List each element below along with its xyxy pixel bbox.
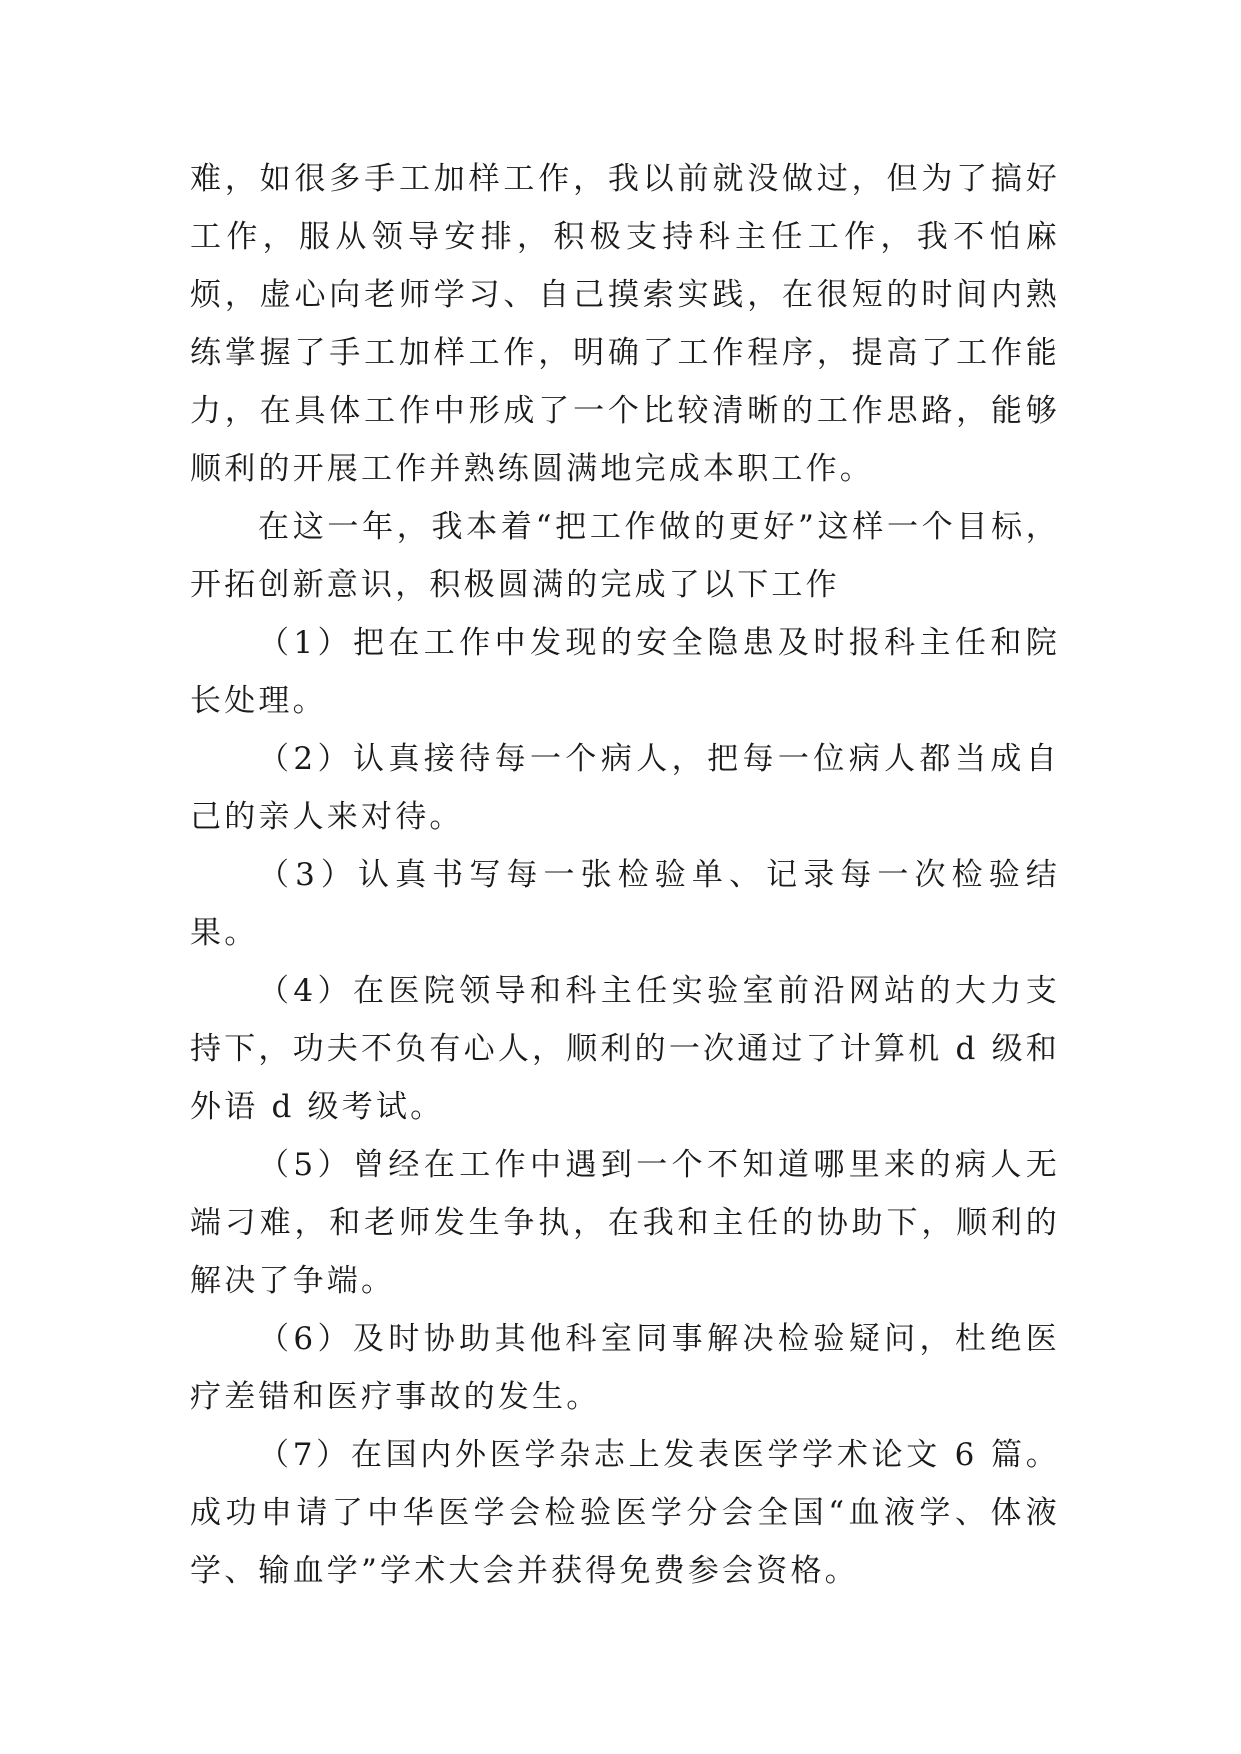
list-item-6: （6）及时协助其他科室同事解决检验疑问，杜绝医疗差错和医疗事故的发生。 [190,1321,1060,1415]
list-item-7: （7）在国内外医学杂志上发表医学学术论文 6 篇。成功申请了中华医学会检验医学分会全国“血液学、体液学、输血学”学术大会并获得免费参会资格。 [190,1437,1060,1589]
list-item-2: （2）认真接待每一个病人，把每一位病人都当成自己的亲人来对待。 [190,741,1060,835]
paragraph-goal: 在这一年，我本着“把工作做的更好”这样一个目标，开拓创新意识，积极圆满的完成了以下工作 [190,509,1060,603]
document-page [190,150,1060,1600]
list-item-5: （5）曾经在工作中遇到一个不知道哪里来的病人无端刁难，和老师发生争执，在我和主任的协助下，顺利的解决了争端。 [190,1147,1060,1299]
paragraph-continuation: 难，如很多手工加样工作，我以前就没做过，但为了搞好工作，服从领导安排，积极支持科主任工作，我不怕麻烦，虚心向老师学习、自己摸索实践，在很短的时间内熟练掌握了手工加样工作，明确了工作程序，提高了工作能力，在具体工作中形成了一个比较清晰的工作思路，能够顺利的开展工作并熟练圆满地完成本职工作。 [190,161,1060,487]
list-item-3: （3）认真书写每一张检验单、记录每一次检验结果。 [190,857,1060,951]
list-item-4: （4）在医院领导和科主任实验室前沿网站的大力支持下，功夫不负有心人，顺利的一次通过了计算机 d 级和外语 d 级考试。 [190,973,1060,1125]
list-item-1: （1）把在工作中发现的安全隐患及时报科主任和院长处理。 [190,625,1060,719]
